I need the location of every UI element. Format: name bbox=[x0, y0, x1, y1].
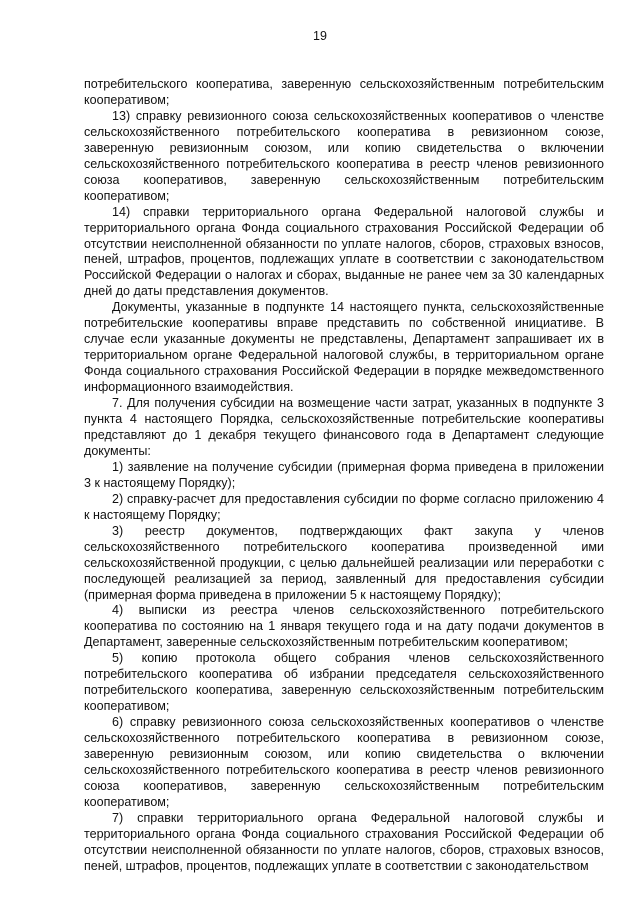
paragraph-documents-note: Документы, указанные в подпункте 14 настоящего пункта, сельскохозяйственные потребительские кооперативы вправе представить по собственной инициативе. В случае если указанные документы не представлены, Департамент запрашивает их в территориальном органе Федеральной налоговой службы, в территориальном органе Фонда социального страхования Российской Федерации в порядке межведомственного информационного взаимодействия. bbox=[84, 300, 604, 395]
body-text bbox=[84, 77, 604, 875]
paragraph-item-13: 13) справку ревизионного союза сельскохозяйственных кооперативов о членстве сельскохозяйственного потребительского кооператива в ревизионном союзе, заверенную ревизионным союзом, или копию свидетельства о включении сельскохозяйственного потребительского кооператива в реестр членов ревизионного союза кооперативов, заверенную сельскохозяйственным потребительским кооперативом; bbox=[84, 108, 604, 203]
paragraph-item-7: 7) справки территориального органа Федеральной налоговой службы и территориального органа Фонда социального страхования Российской Федерации об отсутствии неисполненной обязанности по уплате налогов, сборов, страховых взносов, пеней, штрафов, процентов, подлежащих уплате в соответствии с законодательством bbox=[84, 810, 604, 873]
paragraph-point-7: 7. Для получения субсидии на возмещение части затрат, указанных в подпункте 3 пункта 4 настоящего Порядка, сельскохозяйственные потребительские кооперативы представляют до 1 декабря текущего финансового года в Департамент следующие документы: bbox=[84, 396, 604, 458]
page-number: 19 bbox=[313, 29, 327, 43]
paragraph-item-5: 5) копию протокола общего собрания членов сельскохозяйственного потребительского кооператива об избрании председателя сельскохозяйственного потребительского кооператива, заверенную сельскохозяйственным потребительским кооперативом; bbox=[84, 651, 604, 714]
paragraph-item-4: 4) выписки из реестра членов сельскохозяйственного потребительского кооператива по состоянию на 1 января текущего года и на дату подачи документов в Департамент, заверенные сельскохозяйственным потребительским кооперативом; bbox=[84, 603, 604, 650]
paragraph-item-14: 14) справки территориального органа Федеральной налоговой службы и территориального органа Фонда социального страхования Российской Федерации об отсутствии неисполненной обязанности по уплате налогов, сборов, страховых взносов, пеней, штрафов, процентов, подлежащих уплате в соответствии с законодательством Российской Федерации о налогах и сборах, выданные не ранее чем за 30 календарных дней до даты представления документов. bbox=[84, 204, 604, 299]
paragraph-continuation: потребительского кооператива, заверенную сельскохозяйственным потребительским кооперативом; bbox=[84, 77, 604, 107]
paragraph-item-2: 2) справку-расчет для предоставления субсидии по форме согласно приложению 4 к настоящему Порядку; bbox=[84, 491, 604, 522]
paragraph-item-6: 6) справку ревизионного союза сельскохозяйственных кооперативов о членстве сельскохозяйственного потребительского кооператива в ревизионном союзе, заверенную ревизионным союзом, или копию свидетельства о включении сельскохозяйственного потребительского кооператива в реестр членов ревизионного союза кооперативов, заверенную сельскохозяйственным потребительским кооперативом; bbox=[84, 715, 604, 809]
paragraph-item-3: 3) реестр документов, подтверждающих факт закупа у членов сельскохозяйственного потребительского кооператива произведенной ими сельскохозяйственной продукции, с целью дальнейшей реализации или переработки с последующей реализацией за период, заявленный для предоставления субсидии (примерная форма приведена в приложении 5 к настоящему Порядку); bbox=[84, 523, 604, 602]
paragraph-item-1: 1) заявление на получение субсидии (примерная форма приведена в приложении 3 к настоящему Порядку); bbox=[84, 459, 604, 490]
